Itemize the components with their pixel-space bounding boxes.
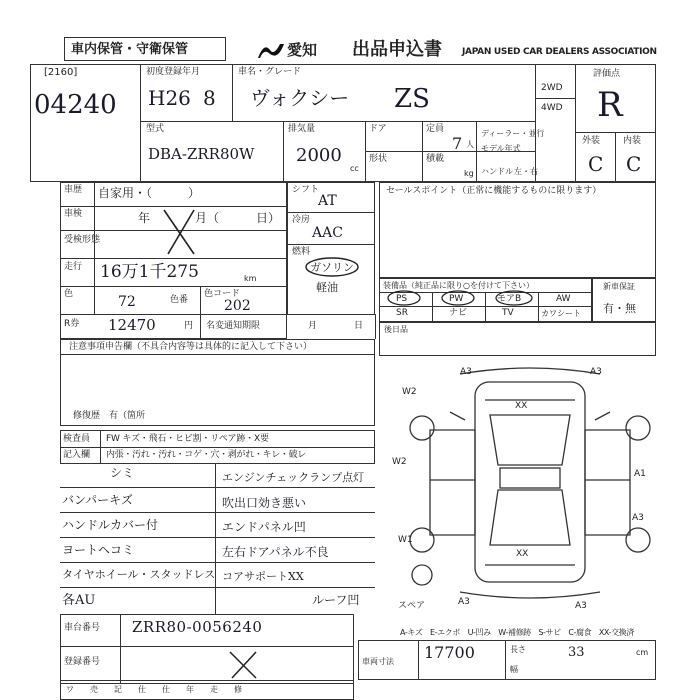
note-4: 吹出口効き悪い	[222, 496, 307, 510]
damage-mark-a3-right: A3	[632, 513, 644, 523]
dimension-value: 17700	[424, 643, 475, 662]
equipment-ps: PS	[396, 294, 408, 304]
note-1: シミ	[110, 466, 135, 480]
repair-history-label: 修復歴 有（箇所	[73, 411, 146, 421]
door-label: ドア	[369, 124, 387, 134]
color-label: 色	[64, 289, 74, 299]
warranty-value: 有・無	[603, 302, 636, 315]
color-code-value: 202	[224, 298, 251, 314]
type-label: 型式	[146, 124, 165, 134]
exterior-value: C	[588, 152, 604, 176]
acceptance-label: 受検形態	[64, 235, 101, 245]
note-2: エンジンチェックランプ点灯	[222, 471, 365, 484]
inspector-form: FW キズ・飛石・ヒビ割・リペア跡・X要	[106, 434, 269, 444]
model-grade: ZS	[394, 84, 430, 114]
jaa-logo	[256, 40, 286, 60]
grade-value: R	[597, 85, 623, 125]
inspection-year: 年	[138, 211, 151, 225]
damage-mark-w2-left: W2	[402, 387, 417, 397]
fuel-gasoline: ガソリン	[310, 261, 354, 274]
shape-label: 形状	[369, 154, 388, 164]
load-unit: kg	[464, 169, 474, 178]
fuel-label: 燃料	[292, 247, 311, 257]
dimension-width: 幅	[510, 665, 518, 674]
notes-label: 注意事項申告欄（不具合内容等は具体的に記入して下さい）	[69, 342, 313, 352]
color-no-label: 色番	[170, 295, 189, 305]
damage-mark-a3-rear-left: A3	[458, 597, 470, 607]
selling-points-box	[379, 182, 656, 278]
chassis-label: 車台番号	[64, 623, 101, 633]
exterior-label: 外装	[582, 136, 601, 146]
capacity-unit: 人	[466, 140, 474, 149]
spare-label: スペア	[398, 601, 426, 611]
note-11: 各AU	[62, 593, 96, 608]
reg-number-label: 登録番号	[64, 657, 101, 667]
reg-cross-mark	[226, 648, 262, 682]
equipment-circle-marks	[386, 289, 536, 307]
storage-label: 車内保管・守衛保管	[71, 42, 189, 57]
inspection-day: 日）	[256, 211, 281, 225]
bottom-label-5: 仕	[162, 685, 170, 694]
inspector-label: 検査員	[63, 434, 91, 444]
note-10: コアサポートXX	[222, 570, 304, 583]
car-damage-diagram	[390, 360, 660, 615]
form-title: 出品申込書	[352, 39, 442, 60]
lot-code: [2160]	[44, 67, 78, 78]
registration-year: H26	[148, 86, 191, 110]
drive-4wd: 4WD	[541, 103, 563, 113]
color-value: 72	[118, 294, 136, 310]
damage-mark-a3-front-left: A3	[460, 367, 472, 377]
equipment-leather: カワシート	[541, 309, 581, 318]
later-items-box	[379, 322, 656, 356]
handle-label: ハンドル	[481, 167, 513, 176]
damage-legend: A-キズ E-エクボ U-凹み W-補修跡 S-サビ C-腐食 XX-交換済	[400, 628, 634, 637]
capacity-label: 定員	[426, 124, 445, 134]
dimension-label: 車両寸法	[362, 657, 394, 666]
load-label: 積載	[426, 154, 445, 164]
bottom-label-8: 修	[234, 685, 242, 694]
model-label: 車名・グレード	[238, 67, 302, 77]
handle-lr: 左・右	[514, 167, 538, 176]
note-9: タイヤホイール・スタッドレス	[62, 568, 216, 581]
top-grid	[30, 64, 656, 182]
type-value: DBA-ZRR80W	[148, 145, 255, 163]
note-5: ハンドルカバー付	[62, 518, 159, 532]
dimension-box	[358, 640, 656, 680]
name-change-day: 日	[354, 321, 364, 331]
aircon-value: AAC	[312, 225, 343, 241]
equipment-label: 装備品（純正品に限り○を付けて下さい）	[383, 281, 534, 290]
later-items-label: 後日品	[384, 325, 408, 334]
warranty-box	[592, 278, 656, 322]
storage-box	[64, 37, 226, 61]
dimension-height-value: 33	[568, 645, 585, 660]
damage-mark-xx-hood: XX	[515, 401, 528, 411]
r-ticket-unit: 円	[184, 321, 194, 331]
fuel-diesel: 軽油	[316, 281, 338, 294]
dimension-length: 長さ	[510, 645, 526, 654]
equipment-sr: SR	[396, 308, 408, 318]
inspection-month: 月（	[195, 211, 220, 225]
aircon-label: 冷房	[292, 215, 311, 225]
capacity-value: 7	[452, 134, 463, 153]
bottom-label-2: 売	[90, 685, 98, 694]
note-8: 左右ドアパネル不良	[222, 545, 329, 559]
selling-points-label: セールスポイント（正常に機能するものに限ります）	[386, 186, 602, 196]
grade-label: 評価点	[593, 69, 621, 79]
bottom-label-1: ワ	[66, 685, 74, 694]
inspection-label: 車検	[64, 209, 83, 219]
note-12: ルーフ凹	[312, 593, 360, 607]
mileage-label: 走行	[64, 262, 83, 272]
dealer-label: ディーラー・並行	[481, 129, 545, 138]
model-year-label: モデル年式	[481, 144, 521, 153]
bottom-label-4: 仕	[138, 685, 146, 694]
displacement-value: 2000	[296, 145, 342, 166]
mileage-unit: km	[244, 274, 257, 283]
damage-mark-xx-rear: XX	[516, 549, 529, 559]
bottom-label-7: 走	[210, 685, 218, 694]
name-change-month: 月	[308, 321, 318, 331]
dimension-unit: cm	[636, 648, 649, 657]
equipment-navi: ナビ	[449, 308, 468, 318]
fuel-circle-mark	[304, 256, 360, 278]
note-7: ヨートヘコミ	[62, 543, 135, 557]
interior-value: C	[626, 152, 642, 176]
color-code-label: 色コード	[204, 289, 241, 299]
damage-mark-w2-door: W2	[392, 457, 407, 467]
equipment-tv: TV	[502, 308, 514, 318]
equipment-mob: モアB	[497, 294, 522, 304]
registration-label: 初度登録年月	[146, 67, 201, 77]
note-6: エンドパネル凹	[222, 520, 306, 534]
bottom-label-3: 記	[114, 685, 122, 694]
displacement-label: 排気量	[288, 124, 316, 134]
notes-box	[60, 339, 375, 426]
registration-month: 8	[203, 86, 216, 110]
inspection-cross-mark	[160, 206, 200, 258]
r-ticket-value: 12470	[108, 316, 156, 334]
usage-label: 車歴	[64, 185, 83, 195]
damage-mark-a3-front-right: A3	[590, 367, 602, 377]
damage-mark-w1-left: W1	[398, 535, 413, 545]
shift-value: AT	[318, 193, 337, 209]
usage-value: 自家用・（ ）	[98, 186, 201, 200]
equipment-pw: PW	[449, 294, 464, 304]
model-name: ヴォクシー	[250, 86, 350, 110]
equipment-aw: AW	[556, 294, 571, 304]
bottom-row	[60, 680, 354, 700]
shift-label: シフト	[292, 185, 320, 195]
interior-label: 内装	[623, 136, 642, 146]
r-ticket-label: R券	[64, 319, 80, 329]
warranty-label: 新車保証	[603, 282, 635, 291]
note-3: バンパーキズ	[62, 493, 133, 507]
damage-mark-a1-right: A1	[634, 469, 646, 479]
association-name: JAPAN USED CAR DEALERS ASSOCIATION	[462, 47, 657, 57]
lot-number: 04240	[34, 90, 117, 120]
bottom-label-6: 年	[186, 685, 194, 694]
displacement-unit: cc	[350, 164, 359, 173]
brand-prefix: 愛知	[287, 41, 318, 59]
mileage-value: 16万1千275	[100, 262, 199, 282]
chassis-value: ZRR80-0056240	[132, 618, 263, 636]
drive-2wd: 2WD	[541, 83, 563, 93]
inspector-form-2: 内張・汚れ・汚れ・コゲ・穴・剥がれ・キレ・破レ	[106, 450, 307, 460]
damage-mark-a3-rear-right: A3	[575, 601, 587, 611]
name-change-label: 名変通知期限	[206, 321, 261, 331]
entry-label: 記入欄	[63, 450, 91, 460]
